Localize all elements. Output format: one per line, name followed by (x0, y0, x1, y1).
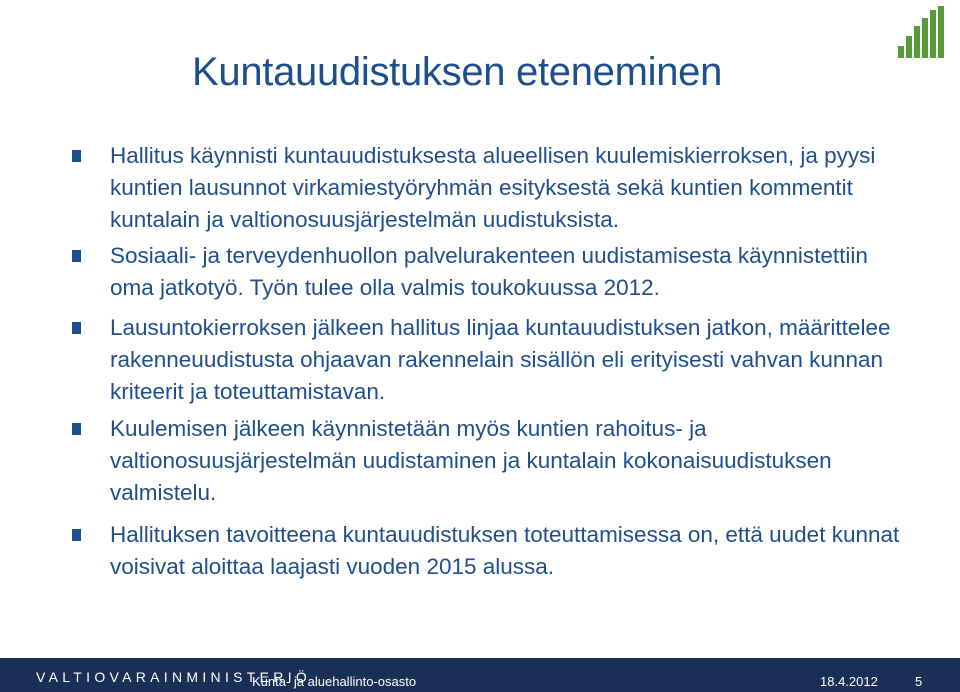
square-bullet-icon (72, 322, 81, 334)
bullet-text: Kuulemisen jälkeen käynnistetään myös kuntien rahoitus- ja valtionosuusjärjestelmän uudistaminen ja kuntalain kokonaisuudistuksen valmistelu. (110, 416, 832, 505)
department-name: Kunta- ja aluehallinto-osasto (252, 674, 417, 689)
bullet-text: Lausuntokierroksen jälkeen hallitus linjaa kuntauudistuksen jatkon, määrittelee rakenneuudistusta ohjaavan rakennelain sisällön eli erityisesti vahvan kunnan kriteerit ja toteuttamistavan. (110, 315, 891, 404)
square-bullet-icon (72, 150, 81, 162)
ministry-name: VALTIOVARAINMINISTERIÖ (36, 669, 312, 685)
square-bullet-icon (72, 423, 81, 435)
bullet-text: Hallituksen tavoitteena kuntauudistuksen toteuttamisessa on, että uudet kunnat voisivat aloittaa laajasti vuoden 2015 alussa. (110, 522, 900, 579)
bullet-text: Hallitus käynnisti kuntauudistuksesta alueellisen kuulemiskierroksen, ja pyysi kuntien lausunnot virkamiestyöryhmän esityksestä sekä kuntien kommentit kuntalain ja valtionosuusjärjestelmän uudistuksista. (110, 143, 876, 232)
bullet-item (72, 413, 902, 509)
square-bullet-icon (72, 529, 81, 541)
page-number: 5 (915, 674, 923, 689)
bullet-item (72, 519, 902, 583)
bullet-item (72, 140, 902, 236)
bullet-item (72, 240, 902, 304)
bullet-item (72, 312, 902, 408)
square-bullet-icon (72, 250, 81, 262)
slide-title: Kuntauudistuksen eteneminen (192, 50, 723, 94)
bullet-list (72, 140, 902, 585)
slide-date: 18.4.2012 (820, 674, 878, 689)
ministry-bars-logo-icon (894, 6, 956, 64)
footer-bar (0, 658, 960, 692)
bullet-text: Sosiaali- ja terveydenhuollon palvelurakenteen uudistamisesta käynnistettiin oma jatkotyö. Työn tulee olla valmis toukokuussa 2012. (110, 243, 868, 300)
